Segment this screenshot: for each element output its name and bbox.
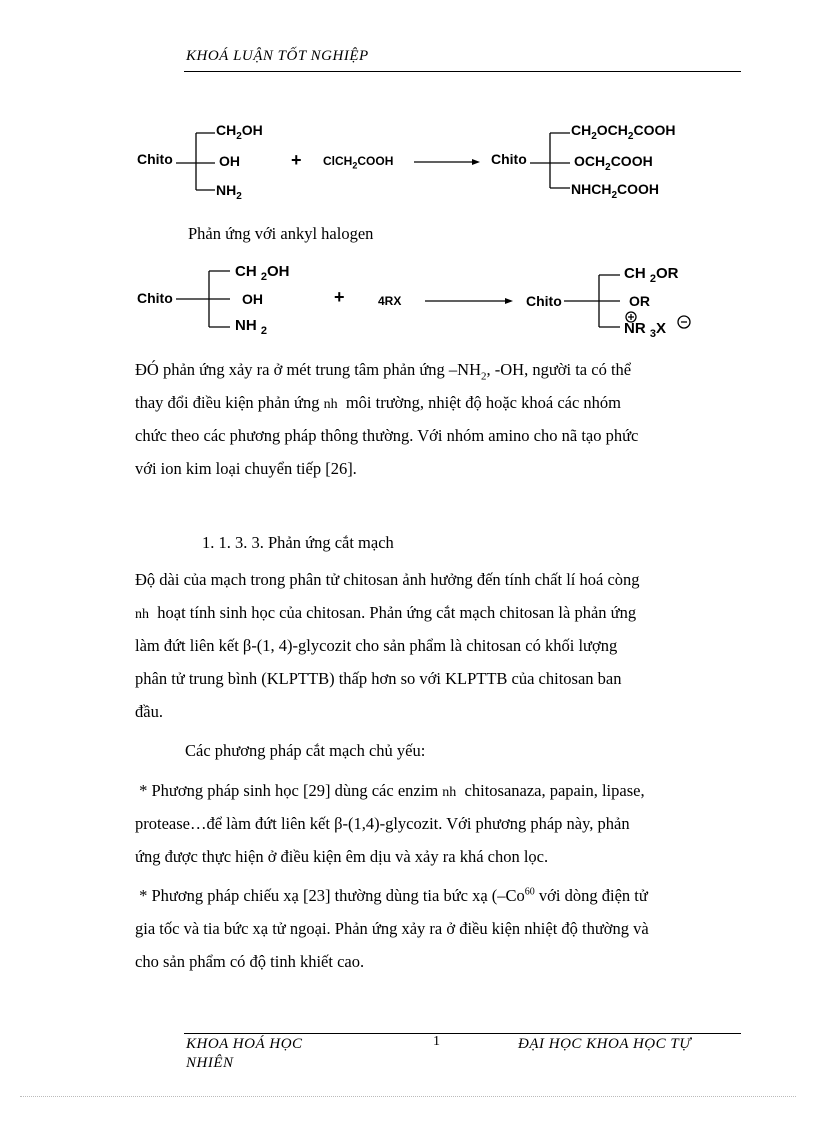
paragraph-4-line-3: ứng được thực hiện ở điều kiện êm dịu và xảy ra khá chon lọc. (135, 847, 549, 866)
paragraph-5-line-3: cho sản phẩm có độ tinh khiết cao. (135, 952, 365, 971)
product-group-3: NR $_3$X (624, 320, 666, 340)
product-chito: Chito (526, 293, 562, 309)
section-heading: 1. 1. 3. 3. Phản ứng cắt mạch (202, 533, 394, 552)
page-header-title: KHOÁ LUẬN TỐT NGHIỆP (186, 48, 369, 64)
paragraph-2-line-4: phân tử trung bình (KLPTTB) thấp hơn so với KLPTTB của chitosan ban (135, 669, 622, 688)
product-group-1: $CH_2OCH_2COOH$ (571, 122, 676, 142)
page-bottom-border (20, 1096, 796, 1097)
paragraph-5-line-1: * Phương pháp chiếu xạ [23] thường dùng tia bức xạ (–Co$^{60}$ với dòng điện tử (135, 886, 648, 905)
group-ch2oh: $CH_2OH$ (216, 122, 263, 142)
paragraph-1-line-4: với ion kim loại chuyển tiếp [26]. (135, 459, 357, 478)
paragraph-1-line-2: thay đổi điều kiện phản ứng nh môi trường, nhiệt độ hoặc khoá các nhóm (135, 393, 622, 412)
paragraph-2-line-3: làm đứt liên kết β-(1, 4)-glycozit cho sản phẩm là chitosan có khối lượng (135, 636, 618, 655)
paragraph-2-line-2: nh hoạt tính sinh học của chitosan. Phản ứng cắt mạch chitosan là phản ứng (135, 603, 637, 622)
paragraph-2-line-1: Độ dài của mạch trong phân tử chitosan ảnh hưởng đến tính chất lí hoá còng (135, 570, 640, 589)
product-group-3: $NHCH_2COOH$ (571, 181, 660, 201)
paragraph-3: Các phương pháp cắt mạch chủ yếu: (185, 741, 426, 760)
product-group-2: OR (629, 293, 650, 309)
plus-sign: + (334, 287, 345, 307)
reactant-chito: Chito (137, 290, 173, 306)
paragraph-4-line-2: protease…để làm đứt liên kết β-(1,4)-glycozit. Với phương pháp này, phản (135, 814, 630, 833)
group-ch2oh: CH $_2$OH (235, 263, 290, 283)
group-oh: OH (219, 153, 240, 169)
group-oh: OH (242, 291, 263, 307)
footer-right: ĐẠI HỌC KHOA HỌC TỰ (518, 1036, 692, 1052)
paragraph-2-line-5: đầu. (135, 702, 163, 721)
reagent: 4RX (378, 294, 402, 308)
paragraph-1-line-3: chức theo các phương pháp thông thường. Với nhóm amino cho nã tạo phức (135, 426, 639, 445)
product-group-1: CH $_2$OR (624, 265, 679, 285)
paragraph-5-line-2: gia tốc và tia bức xạ tử ngoại. Phản ứng xảy ra ở điều kiện nhiệt độ thường và (135, 919, 649, 938)
product-group-2: $OCH_2COOH$ (574, 153, 653, 173)
group-nh2: $NH_2$ (216, 182, 242, 202)
product-chito: Chito (491, 151, 527, 167)
reagent: ClCH$_2$COOH (323, 154, 394, 171)
plus-sign: + (291, 150, 302, 170)
page-number: 1 (433, 1034, 441, 1049)
group-nh2: NH $_2$ (235, 317, 267, 337)
footer-left-line-1: KHOA HOÁ HỌC (186, 1036, 303, 1052)
paragraph-1-line-1: ĐÓ phản ứng xảy ra ở mét trung tâm phản ứng $-NH_2$, -OH, người ta có thể (135, 360, 632, 383)
reactant-chito: Chito (137, 151, 173, 167)
footer-left-line-2: NHIÊN (186, 1055, 234, 1071)
reaction-2-caption: Phản ứng với ankyl halogen (188, 224, 374, 243)
footer-rule (184, 1033, 741, 1034)
paragraph-4-line-1: * Phương pháp sinh học [29] dùng các enzim nh chitosanaza, papain, lipase, (135, 781, 645, 800)
